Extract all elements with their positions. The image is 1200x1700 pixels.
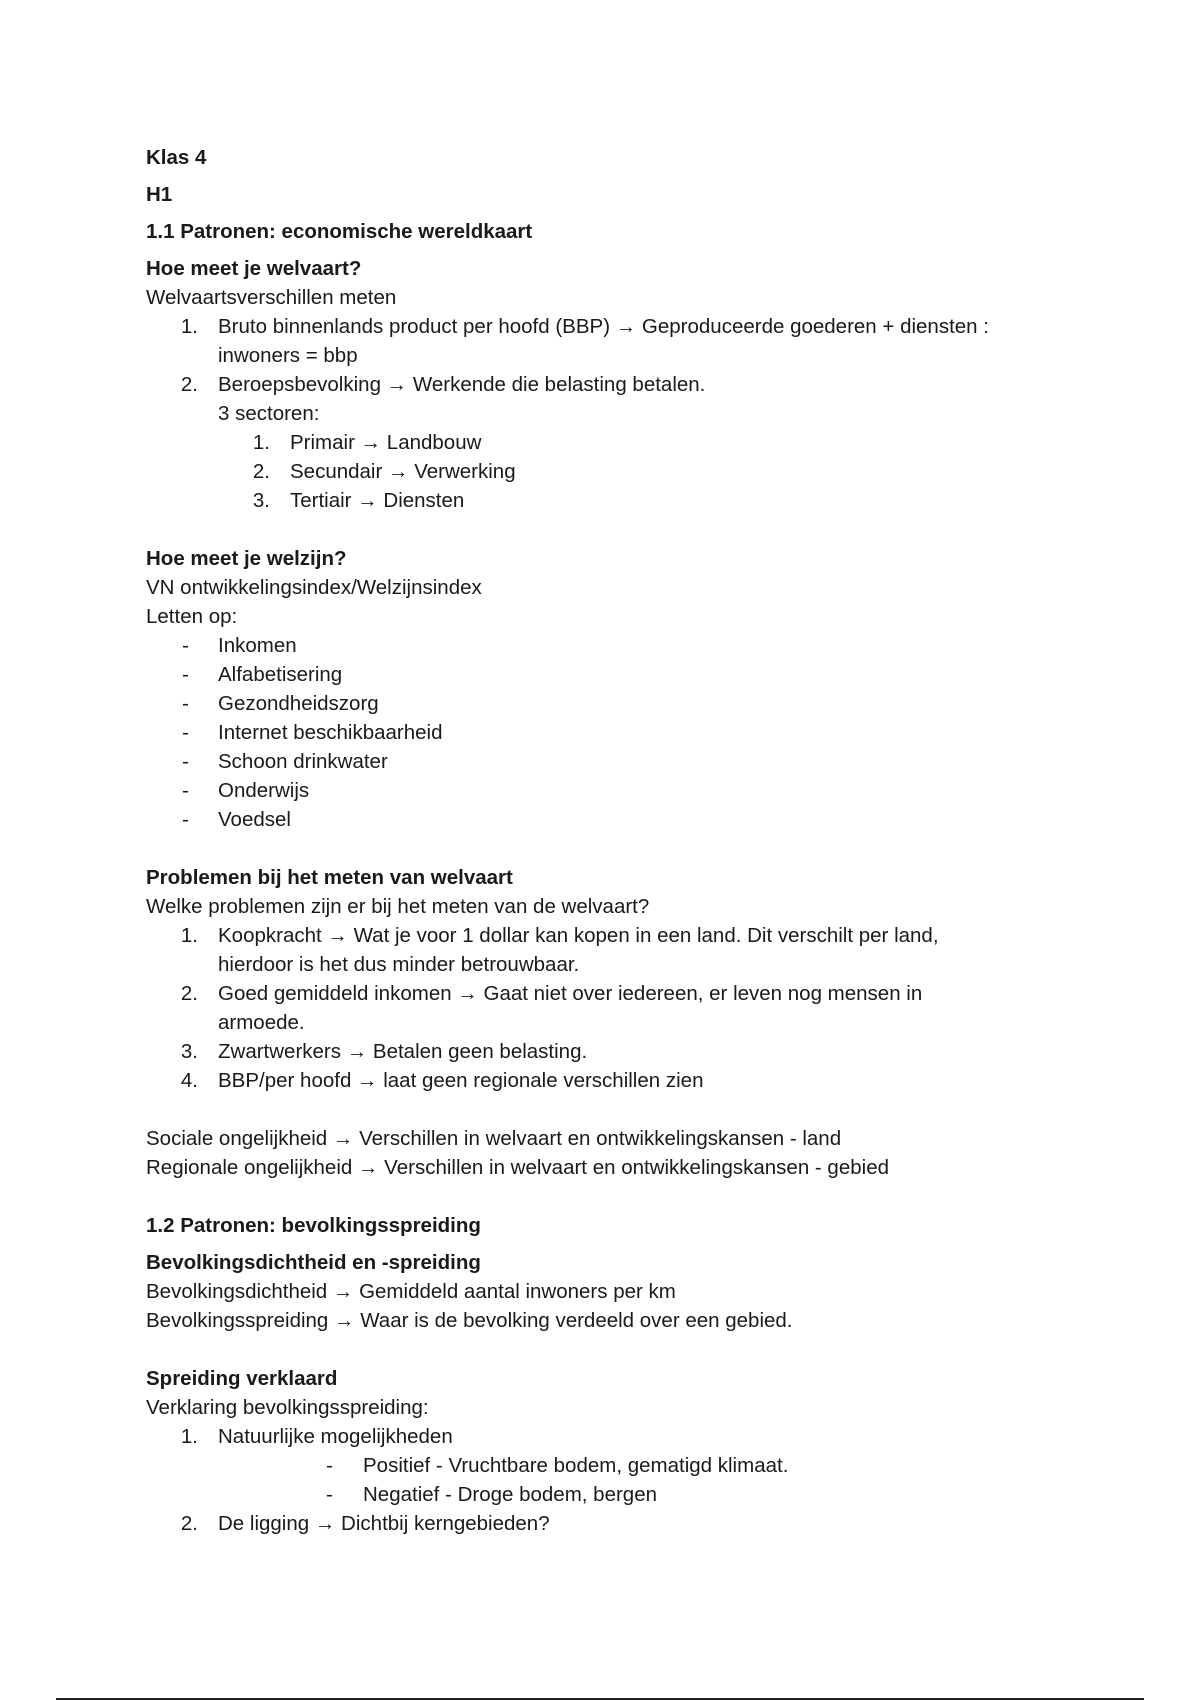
section-1-1-title: 1.1 Patronen: economische wereldkaart (146, 220, 533, 243)
dash-bullet: - (182, 779, 189, 802)
dash-bullet: - (182, 663, 189, 686)
bullet-text: Alfabetisering (218, 663, 343, 686)
list-number: 1. (180, 1425, 198, 1448)
welzijn-line: Letten op: (146, 605, 238, 628)
list-number: 1. (180, 315, 198, 338)
bullet-item (146, 1480, 1106, 1509)
spreiding-line: Bevolkingsspreiding → Waar is de bevolking verdeeld over een gebied. (146, 1309, 793, 1332)
list-number: 1. (180, 924, 198, 947)
bullet-text: Negatief - Droge bodem, bergen (363, 1483, 658, 1506)
list-item (146, 1422, 1106, 1451)
list-item (146, 921, 1106, 950)
list-text-continued: hierdoor is het dus minder betrouwbaar. (218, 953, 580, 976)
dash-bullet: - (182, 634, 189, 657)
welzijn-line: VN ontwikkelingsindex/Welzijnsindex (146, 576, 482, 599)
bullet-item (146, 718, 1106, 747)
list-number: 2. (180, 1512, 198, 1535)
dichtheid-heading: Bevolkingsdichtheid en -spreiding (146, 1251, 481, 1274)
list-text: Primair → Landbouw (290, 431, 482, 454)
list-text: Koopkracht → Wat je voor 1 dollar kan kopen in een land. Dit verschilt per land, (218, 924, 939, 947)
dash-bullet: - (182, 692, 189, 715)
list-text: Beroepsbevolking → Werkende die belasting betalen. (218, 373, 706, 396)
list-item (146, 370, 1106, 399)
bullet-item (146, 1451, 1106, 1480)
list-text: De ligging → Dichtbij kerngebieden? (218, 1512, 550, 1535)
list-number: 3. (252, 489, 270, 512)
list-text: Natuurlijke mogelijkheden (218, 1425, 453, 1448)
regionale-ongelijkheid: Regionale ongelijkheid → Verschillen in welvaart en ontwikkelingskansen - gebied (146, 1156, 889, 1179)
list-number: 2. (180, 373, 198, 396)
sociale-ongelijkheid: Sociale ongelijkheid → Verschillen in welvaart en ontwikkelingskansen - land (146, 1127, 842, 1150)
bullet-item (146, 660, 1106, 689)
list-item (146, 486, 1106, 515)
list-number: 3. (180, 1040, 198, 1063)
list-number: 2. (180, 982, 198, 1005)
dash-bullet: - (326, 1454, 333, 1477)
bullet-item (146, 747, 1106, 776)
dash-bullet: - (182, 721, 189, 744)
dash-bullet: - (326, 1483, 333, 1506)
bullet-text: Positief - Vruchtbare bodem, gematigd klimaat. (363, 1454, 789, 1477)
list-text: Bruto binnenlands product per hoofd (BBP) → Geproduceerde goederen + diensten : (218, 315, 989, 338)
dash-bullet: - (182, 808, 189, 831)
dash-bullet: - (182, 750, 189, 773)
list-text-continued: armoede. (218, 1011, 305, 1034)
list-item (146, 979, 1106, 1008)
class-label: Klas 4 (146, 146, 207, 169)
list-item (146, 457, 1106, 486)
bullet-item (146, 776, 1106, 805)
bullet-text: Inkomen (218, 634, 297, 657)
bullet-text: Gezondheidszorg (218, 692, 379, 715)
list-number: 4. (180, 1069, 198, 1092)
problemen-intro: Welke problemen zijn er bij het meten van de welvaart? (146, 895, 650, 918)
list-text-continued: inwoners = bbp (218, 344, 358, 367)
problemen-heading: Problemen bij het meten van welvaart (146, 866, 513, 889)
list-text: BBP/per hoofd → laat geen regionale verschillen zien (218, 1069, 704, 1092)
list-number: 1. (252, 431, 270, 454)
bullet-item (146, 689, 1106, 718)
list-text: Goed gemiddeld inkomen → Gaat niet over iedereen, er leven nog mensen in (218, 982, 923, 1005)
list-item (146, 428, 1106, 457)
welzijn-heading: Hoe meet je welzijn? (146, 547, 347, 570)
bullet-text: Schoon drinkwater (218, 750, 388, 773)
bullet-text: Internet beschikbaarheid (218, 721, 443, 744)
list-item (146, 1066, 1106, 1095)
list-text: Secundair → Verwerking (290, 460, 516, 483)
welvaart-heading: Hoe meet je welvaart? (146, 257, 362, 280)
bullet-item (146, 805, 1106, 834)
list-item (146, 1037, 1106, 1066)
document-body (146, 143, 1106, 1538)
spreiding-heading: Spreiding verklaard (146, 1367, 338, 1390)
list-item (146, 1509, 1106, 1538)
bullet-text: Voedsel (218, 808, 291, 831)
welvaart-intro: Welvaartsverschillen meten (146, 286, 397, 309)
list-text-continued: 3 sectoren: (218, 402, 320, 425)
spreiding-intro: Verklaring bevolkingsspreiding: (146, 1396, 429, 1419)
list-number: 2. (252, 460, 270, 483)
bullet-text: Onderwijs (218, 779, 310, 802)
chapter-label: H1 (146, 183, 173, 206)
list-item (146, 312, 1106, 341)
list-text: Zwartwerkers → Betalen geen belasting. (218, 1040, 588, 1063)
list-text: Tertiair → Diensten (290, 489, 465, 512)
section-1-2-title: 1.2 Patronen: bevolkingsspreiding (146, 1214, 481, 1237)
dichtheid-line: Bevolkingsdichtheid → Gemiddeld aantal inwoners per km (146, 1280, 676, 1303)
bullet-item (146, 631, 1106, 660)
